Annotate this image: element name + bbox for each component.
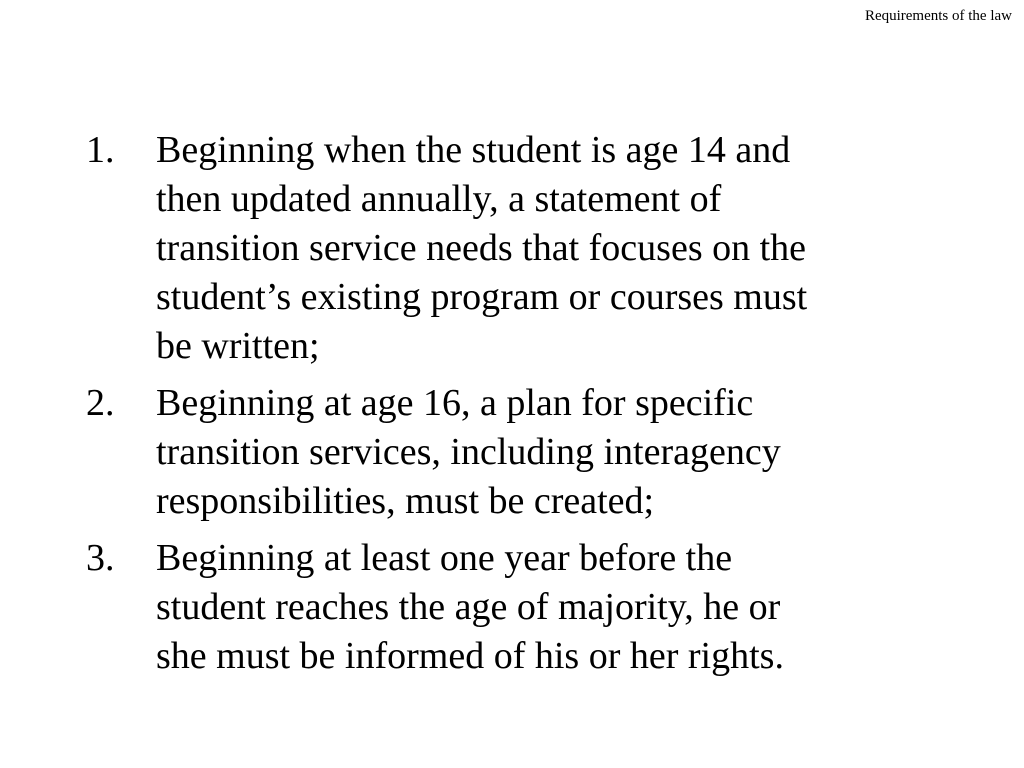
requirement-line: Beginning at age 16, a plan for specific [156,382,754,424]
requirement-line: student reaches the age of majority, he or [156,586,781,628]
requirement-number: 3. [86,537,115,579]
requirement-item-2 [86,379,966,526]
slide-header-title: Requirements of the law [864,8,1012,24]
requirement-number: 2. [86,382,115,424]
requirement-line: Beginning when the student is age 14 and [156,129,791,171]
requirement-line: transition services, including interagency [156,431,781,473]
requirement-line: then updated annually, a statement of [156,178,722,220]
requirements-list [86,126,966,689]
requirement-line: responsibilities, must be created; [156,480,655,522]
requirement-line: Beginning at least one year before the [156,537,733,579]
requirement-line: student’s existing program or courses must [156,276,808,318]
requirement-item-3 [86,534,966,681]
requirement-line: be written; [156,325,320,367]
requirement-line: transition service needs that focuses on the [156,227,807,269]
requirement-item-1 [86,126,966,371]
requirement-number: 1. [86,129,115,171]
requirement-line: she must be informed of his or her rights. [156,635,784,677]
